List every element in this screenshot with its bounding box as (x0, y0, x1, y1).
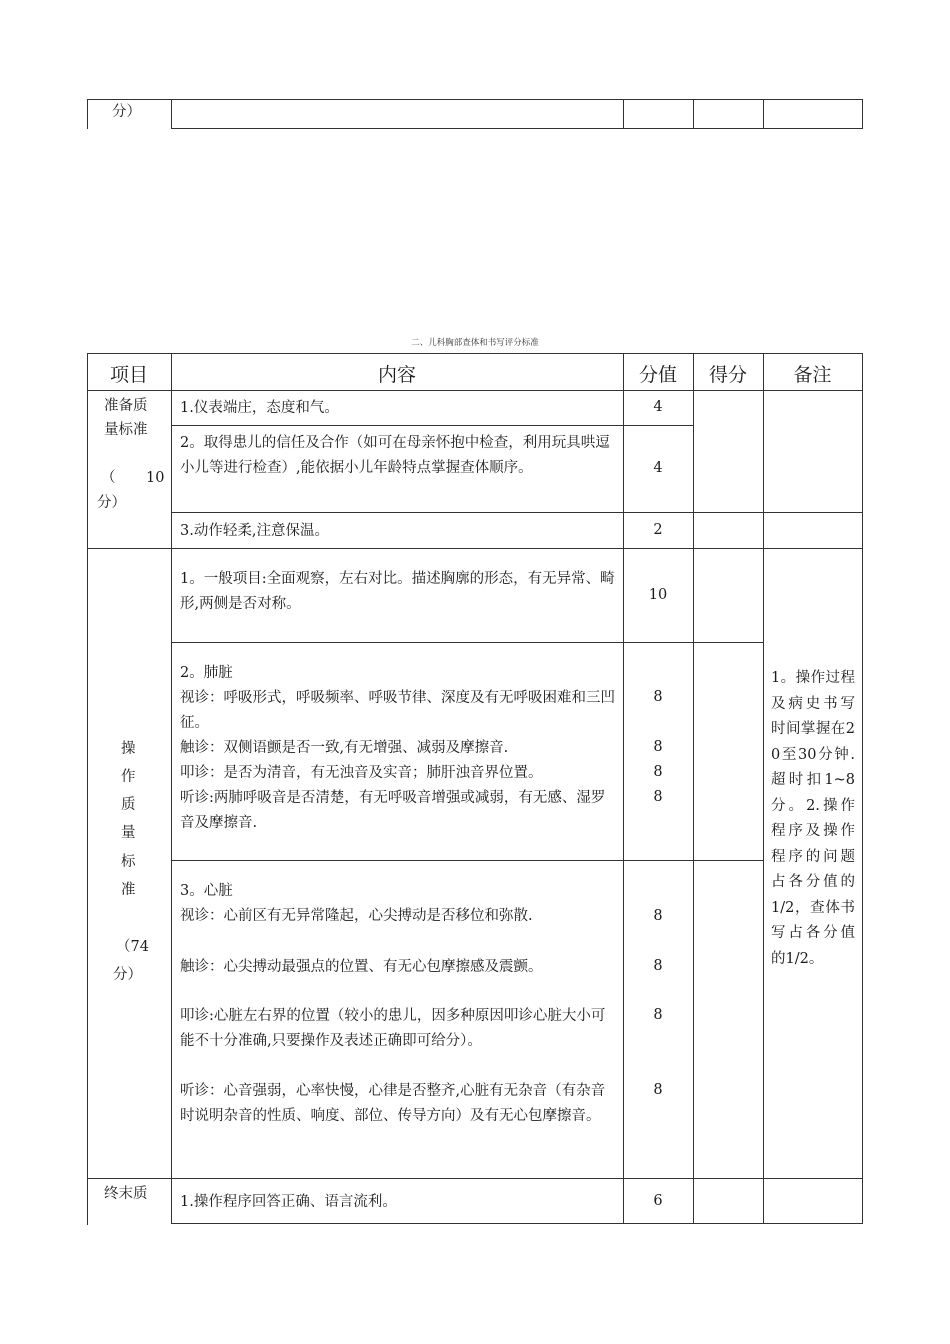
header-note: 备注 (793, 364, 832, 386)
s2-lung-score-3: 8 (653, 764, 663, 780)
s2-heart-auscult: 听诊：心音强弱，心率快慢，心律是否整齐,心脏有无杂音（有杂音时说明杂音的性质、响度、部位、传导方向）及有无心包摩擦音。 (180, 1083, 606, 1124)
s3-row1-text: 1.操作程序回答正确、语言流利。 (180, 1194, 397, 1210)
s1-row1-text: 1.仪表端庄，态度和气。 (180, 400, 339, 416)
top-fragment-label: 分） (112, 104, 141, 120)
s2-lung-percuss: 叩诊：是否为清音，有无浊音及实音；肺肝浊音界位置。 (180, 765, 543, 781)
s2-heart-score-2: 8 (653, 958, 663, 974)
section3-label: 终末质 (104, 1186, 148, 1202)
s2-heart-inspect: 视诊：心前区有无异常隆起，心尖搏动是否移位和弥散. (180, 908, 533, 924)
s1-row3-score: 2 (653, 522, 663, 538)
s2-lung-palpate: 触诊：双侧语颤是否一致,有无增强、减弱及摩擦音. (180, 740, 509, 756)
s2-heart-score-3: 8 (653, 1007, 663, 1023)
header-content: 内容 (377, 364, 416, 386)
s2-lung-score-1: 8 (653, 689, 663, 705)
s2-lung-score-4: 8 (653, 789, 663, 805)
s1-row2-text: 2。取得患儿的信任及合作（如可在母亲怀抱中检查，利用玩具哄逗小儿等进行检查）,能依据小儿年龄特点掌握查体顺序。 (180, 435, 610, 476)
s3-row1-score: 6 (653, 1193, 663, 1209)
s2-general-text: 1。一般项目:全面观察，左右对比。描述胸廓的形态，有无异常、畸形,两侧是否对称。 (180, 571, 615, 612)
s2-note: 1。操作过程及病史书写时间掌握在20至30分钟.超时扣1~8分。2.操作程序及操作程序的问题占各分值的1/2，查体书写占各分值的1/2。 (771, 670, 855, 967)
header-got: 得分 (708, 364, 747, 386)
s2-lung-inspect: 视诊：呼吸形式，呼吸频率、呼吸节律、深度及有无呼吸困难和三凹征。 (180, 690, 615, 731)
s1-row3-text: 3.动作轻柔,注意保温。 (180, 523, 329, 539)
s2-heart-score-1: 8 (653, 908, 663, 924)
header-item: 项目 (109, 364, 148, 386)
s2-lung-title: 2。肺脏 (180, 665, 233, 681)
s2-heart-score-4: 8 (653, 1082, 663, 1098)
header-score: 分值 (638, 364, 677, 386)
s2-general-score: 10 (648, 587, 668, 603)
s2-heart-palpate: 触诊：心尖搏动最强点的位置、有无心包摩擦感及震颤。 (180, 959, 543, 975)
s2-lung-score-2: 8 (653, 739, 663, 755)
s2-heart-title: 3。心脏 (180, 883, 233, 899)
s2-lung-auscult: 听诊:两肺呼吸音是否清楚，有无呼吸音增强或减弱，有无感、湿罗音及摩擦音. (180, 790, 606, 831)
s2-heart-percuss: 叩诊:心脏左右界的位置（较小的患儿，因多种原因叩诊心脏大小可能不十分准确,只要操作及表述正确即可给分）。 (180, 1008, 606, 1049)
s1-row1-score: 4 (653, 399, 663, 415)
s1-row2-score: 4 (653, 460, 663, 476)
page-title: 二、儿科胸部查体和书写评分标准 (411, 338, 539, 348)
